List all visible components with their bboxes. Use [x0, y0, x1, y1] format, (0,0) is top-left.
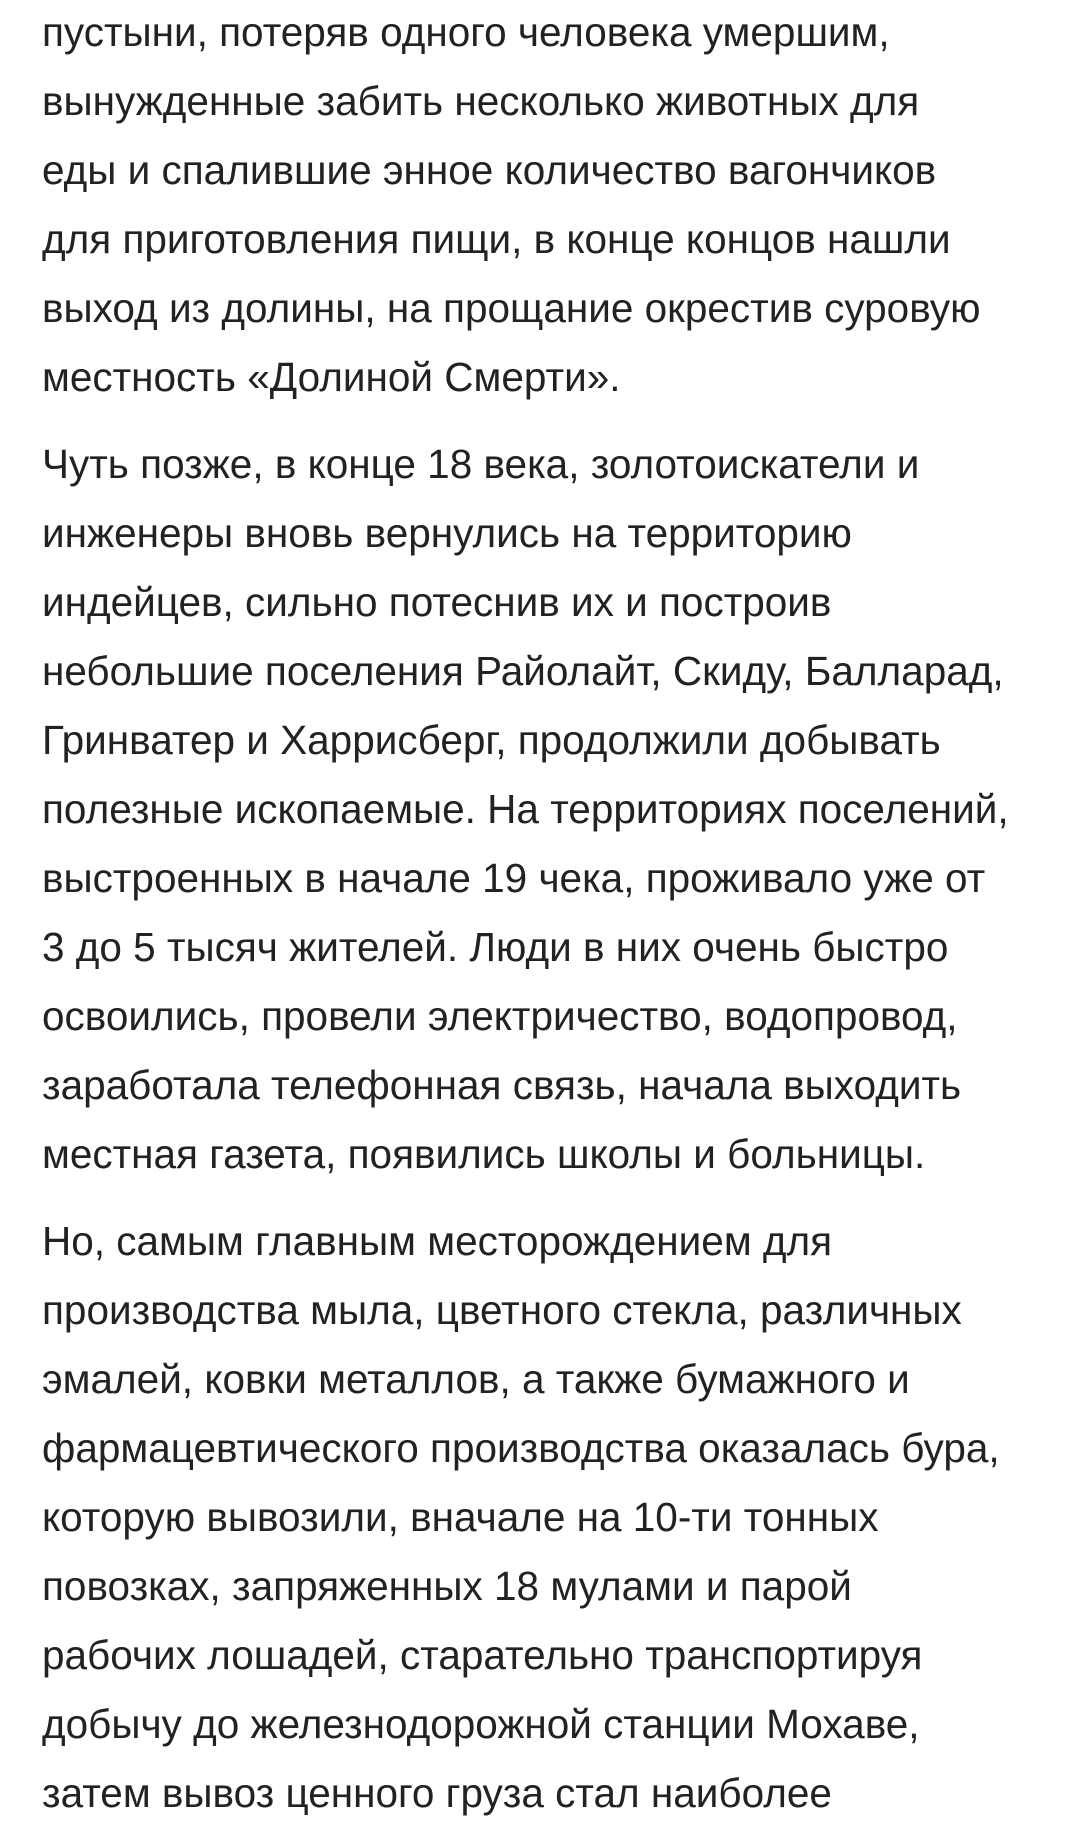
- text-line: затем вывоз ценного груза стал наиболее: [42, 1770, 832, 1816]
- text-line: добычу до железнодорожной станции Мохаве,: [42, 1701, 920, 1747]
- text-line: Чуть позже, в конце 18 века, золотоискатели и: [42, 441, 920, 487]
- text-line: местная газета, появились школы и больницы.: [42, 1131, 926, 1177]
- text-line: которую вывозили, вначале на 10-ти тонных: [42, 1494, 879, 1540]
- text-line: Но, самым главным месторождением для: [42, 1218, 833, 1264]
- text-line: фармацевтического производства оказалась бура,: [42, 1425, 1000, 1471]
- text-line: вынужденные забить несколько животных для: [42, 78, 920, 124]
- text-line: заработала телефонная связь, начала выходить: [42, 1062, 962, 1108]
- text-line: инженеры вновь вернулись на территорию: [42, 510, 852, 556]
- text-line: 3 до 5 тысяч жителей. Люди в них очень быстро: [42, 924, 949, 970]
- text-line: освоились, провели электричество, водопровод,: [42, 993, 958, 1039]
- text-line: еды и спалившие энное количество вагончиков: [42, 147, 937, 193]
- text-line: местность «Долиной Смерти».: [42, 354, 621, 400]
- text-line: для приготовления пищи, в конце концов нашли: [42, 216, 951, 262]
- text-line: производства мыла, цветного стекла, различных: [42, 1287, 962, 1333]
- text-line: выход из долины, на прощание окрестив суровую: [42, 285, 981, 331]
- text-line: выстроенных в начале 19 чека, проживало уже от: [42, 855, 986, 901]
- paragraph-1: [42, 0, 1052, 412]
- text-line: пустыни, потеряв одного человека умершим,: [42, 9, 890, 55]
- text-line: рабочих лошадей, старательно транспортируя: [42, 1632, 923, 1678]
- text-line: небольшие поселения Райолайт, Скиду, Балларад,: [42, 648, 1004, 694]
- text-line: эмалей, ковки металлов, а также бумажного и: [42, 1356, 910, 1402]
- text-line: индейцев, сильно потеснив их и построив: [42, 579, 832, 625]
- paragraph-2: [42, 430, 1052, 1189]
- text-line: полезные ископаемые. На территориях поселений,: [42, 786, 1009, 832]
- text-line: Гринватер и Харрисберг, продолжили добывать: [42, 717, 941, 763]
- article-body: [42, 0, 1052, 1846]
- text-line: повозках, запряженных 18 мулами и парой: [42, 1563, 852, 1609]
- paragraph-3: [42, 1207, 1052, 1828]
